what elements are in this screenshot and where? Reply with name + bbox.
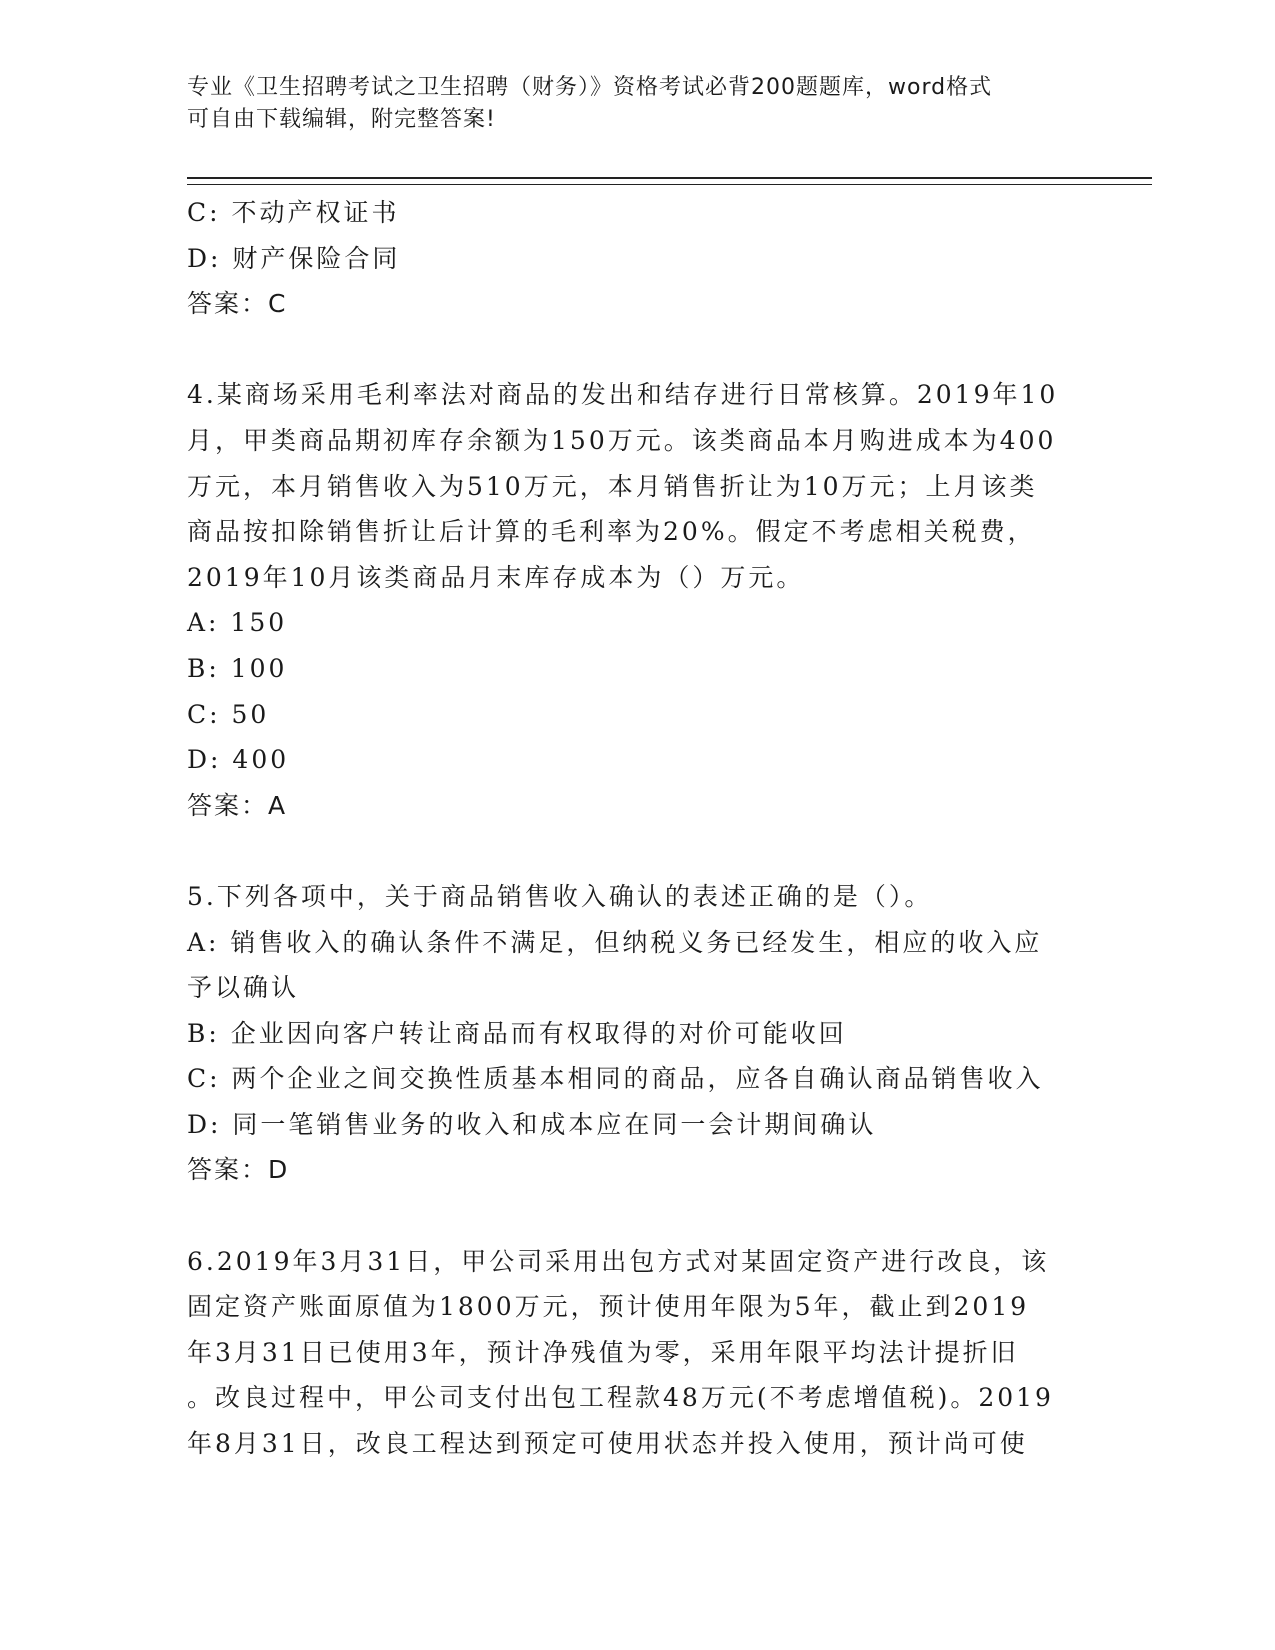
question-text-line: 5.下列各项中，关于商品销售收入确认的表述正确的是（）。 — [187, 881, 933, 911]
question-text-line: 年3月31日已使用3年，预计净残值为零，采用年限平均法计提折旧 — [187, 1337, 1019, 1367]
question-text-line: 2019年10月该类商品月末库存成本为（）万元。 — [187, 562, 805, 592]
option-c: C: 两个企业之间交换性质基本相同的商品，应各自确认商品销售收入 — [187, 1064, 1044, 1094]
header-title-line-2: 可自由下载编辑，附完整答案! — [187, 107, 496, 132]
question-4 — [187, 372, 1087, 828]
answer-label: 答案：A — [187, 790, 288, 820]
header-divider-thin — [187, 184, 1152, 185]
question-5 — [187, 874, 1087, 1193]
question-text-line: 商品按扣除销售折让后计算的毛利率为20%。假定不考虑相关税费， — [187, 517, 1036, 547]
question-6 — [187, 1239, 1087, 1467]
spacer — [187, 1193, 1087, 1239]
option-a: A: 150 — [187, 608, 288, 638]
header-divider-thick — [187, 177, 1152, 179]
spacer — [187, 828, 1087, 874]
option-a: A: 销售收入的确认条件不满足，但纳税义务已经发生，相应的收入应 — [187, 927, 1043, 957]
page-header — [187, 72, 1087, 136]
question-text-line: 。改良过程中，甲公司支付出包工程款48万元(不考虑增值税)。2019 — [187, 1383, 1054, 1413]
option-b: B: 企业因向客户转让商品而有权取得的对价可能收回 — [187, 1018, 847, 1048]
option-c: C: 50 — [187, 699, 270, 729]
answer-label: 答案：D — [187, 1155, 290, 1185]
document-body — [187, 190, 1087, 1467]
option-b: B: 100 — [187, 653, 288, 683]
option-d: D: 财产保险合同 — [187, 243, 401, 273]
question-text-line: 年8月31日，改良工程达到预定可使用状态并投入使用，预计尚可使 — [187, 1429, 1028, 1459]
option-c: C: 不动产权证书 — [187, 198, 400, 227]
spacer — [187, 327, 1087, 373]
option-d: D: 同一笔销售业务的收入和成本应在同一会计期间确认 — [187, 1109, 877, 1139]
option-a-continued: 予以确认 — [187, 973, 300, 1003]
question-text-line: 月，甲类商品期初库存余额为150万元。该类商品本月购进成本为400 — [187, 425, 1057, 455]
question-text-line: 4.某商场采用毛利率法对商品的发出和结存进行日常核算。2019年10 — [187, 380, 1059, 410]
question-3-tail — [187, 190, 1087, 327]
header-title-line-1: 专业《卫生招聘考试之卫生招聘（财务）》资格考试必背200题题库，word格式 — [187, 75, 993, 100]
question-text-line: 万元，本月销售收入为510万元，本月销售折让为10万元；上月该类 — [187, 471, 1038, 501]
question-text-line: 固定资产账面原值为1800万元，预计使用年限为5年，截止到2019 — [187, 1292, 1030, 1322]
option-d: D: 400 — [187, 745, 290, 775]
answer-label: 答案：C — [187, 289, 288, 319]
question-text-line: 6.2019年3月31日，甲公司采用出包方式对某固定资产进行改良，该 — [187, 1246, 1050, 1276]
